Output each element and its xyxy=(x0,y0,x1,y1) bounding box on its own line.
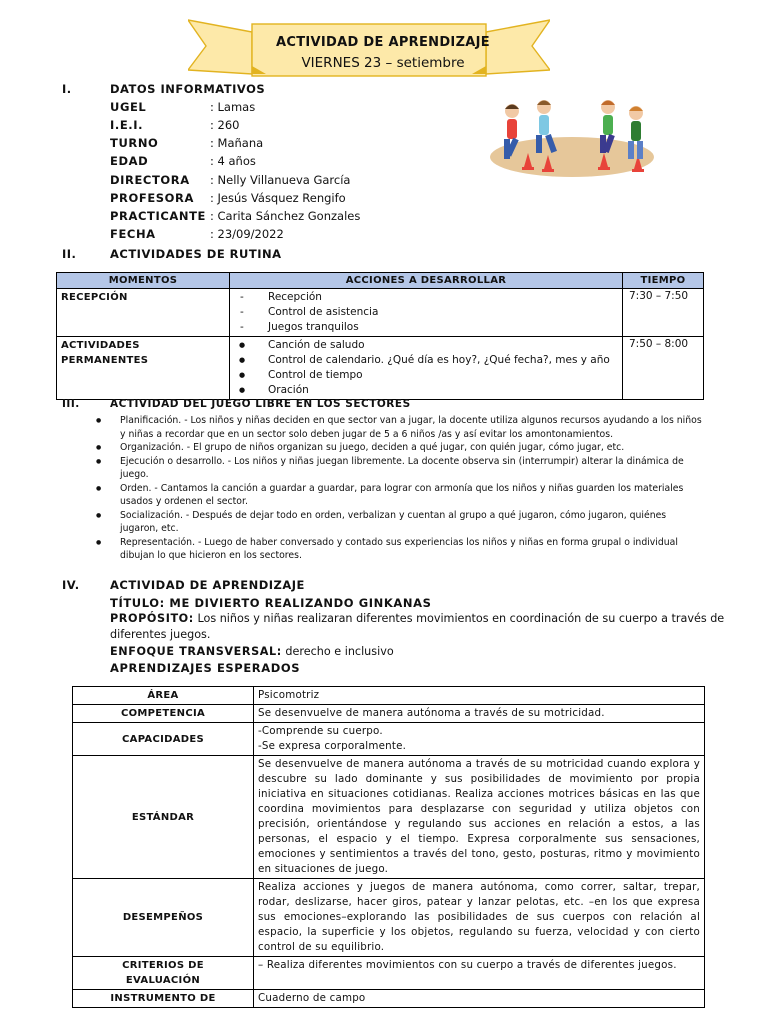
moment-cell xyxy=(57,337,230,400)
iei-value: : 260 xyxy=(210,118,240,132)
moment-text: ACTIVIDADES PERMANENTES xyxy=(61,340,149,366)
page-title: ACTIVIDAD DE APRENDIZAJE xyxy=(276,35,490,50)
section-2-heading xyxy=(62,247,282,261)
routine-activities-table xyxy=(56,272,704,400)
table-row xyxy=(73,879,705,957)
capacidades-label: CAPACIDADES xyxy=(73,723,254,756)
competencia-value: Se desenvuelve de manera autónoma a través de su motricidad. xyxy=(254,705,705,723)
section-1-title: DATOS INFORMATIVOS xyxy=(110,82,266,96)
list-item: ● Planificación. - Los niños y niñas deciden en que sector van a jugar, la docente utiliza algunos recursos ayudando a los niños y niñas a recordar que en un sector solo deben jugar de 5 a 6 niños /as y así evitar los amontonamientos. xyxy=(96,414,706,441)
section-1-heading xyxy=(62,82,265,96)
list-item: - Recepción xyxy=(234,290,618,305)
competencia-label: COMPETENCIA xyxy=(73,705,254,723)
desempenos-label: DESEMPEÑOS xyxy=(73,879,254,957)
proposito-value-cont: diferentes juegos. xyxy=(110,628,211,641)
list-item: - Juegos tranquilos xyxy=(234,320,618,335)
section-2-title: ACTIVIDADES DE RUTINA xyxy=(110,247,282,261)
proposito-row xyxy=(110,612,724,625)
section-3-heading xyxy=(62,398,411,410)
list-item: ● Socialización. - Después de dejar todo en orden, verbalizan y cuentan al grupo a qué jugaron, cómo jugaron, quiénes jugaron, etc. xyxy=(96,509,706,536)
list-item: ● Oración xyxy=(234,383,618,398)
header-acciones: ACCIONES A DESARROLLAR xyxy=(230,273,623,289)
section-4-number: IV. xyxy=(62,578,80,592)
aprendizajes-heading: APRENDIZAJES ESPERADOS xyxy=(110,661,301,675)
capacidad-item: -Se expresa corporalmente. xyxy=(258,740,407,752)
titulo-label: TÍTULO: xyxy=(110,596,165,610)
practicante-value: : Carita Sánchez Gonzales xyxy=(210,209,361,223)
sector-activities-list xyxy=(96,414,706,563)
section-2-number: II. xyxy=(62,247,77,261)
list-item: ● Representación. - Luego de haber conversado y contado sus experiencias los niños y niñas en forma grupal o individual dibujan lo que hicieron en los sectores. xyxy=(96,536,706,563)
instrumento-value: Cuaderno de campo xyxy=(254,990,705,1008)
edad-value: : 4 años xyxy=(210,154,256,168)
list-item: ● Control de calendario. ¿Qué día es hoy?, ¿Qué fecha?, mes y año xyxy=(234,353,618,368)
criterios-text: CRITERIOS DE EVALUACIÓN xyxy=(122,960,204,986)
iei-label: I.E.I. xyxy=(110,118,144,132)
page-subtitle: VIERNES 23 – setiembre xyxy=(301,55,465,71)
enfoque-row xyxy=(110,645,394,658)
table-row xyxy=(73,723,705,756)
time-cell: 7:30 – 7:50 xyxy=(623,289,704,337)
header-tiempo: TIEMPO xyxy=(623,273,704,289)
table-row xyxy=(73,705,705,723)
section-3-number: III. xyxy=(62,398,80,410)
learning-table xyxy=(72,686,705,1008)
profesora-value: : Jesús Vásquez Rengifo xyxy=(210,191,346,205)
profesora-label: PROFESORA xyxy=(110,191,194,205)
turno-value: : Mañana xyxy=(210,136,264,150)
table-row xyxy=(73,687,705,705)
estandar-value: Se desenvuelve de manera autónoma a través de su motricidad cuando explora y descubre su lado dominante y sus posibilidades de movimiento por propia iniciativa en situaciones cotidianas. Realiza acciones motrices básicas en las que coordina movimientos para desplazarse con seguridad y utiliza objetos con precisión, orientándose y regulando sus acciones en relación a estos, a las personas, el espacio y el tiempo. Expresa corporalmente sus sensaciones, emociones y sentimientos a través del tono, gesto, posturas, ritmo y movimiento en situaciones de juego. xyxy=(254,756,705,879)
table-row xyxy=(73,957,705,990)
table-row xyxy=(73,990,705,1008)
proposito-label: PROPÓSITO: xyxy=(110,612,194,625)
time-cell: 7:50 – 8:00 xyxy=(623,337,704,400)
directora-label: DIRECTORA xyxy=(110,173,190,187)
list-item: ● Canción de saludo xyxy=(234,338,618,353)
children-playing-with-cones-illustration xyxy=(488,97,655,183)
list-item: - Control de asistencia xyxy=(234,305,618,320)
table-row xyxy=(57,289,704,337)
section-4-title: ACTIVIDAD DE APRENDIZAJE xyxy=(110,578,305,592)
area-label: ÁREA xyxy=(73,687,254,705)
desempenos-value: Realiza acciones y juegos de manera autónoma, como correr, saltar, trepar, rodar, deslizarse, hacer giros, patear y lanzar pelotas, etc. –en los que expresa sus emociones–explorando las posibilidades de sus cuerpos con relación al espacio, la superficie y los objetos, regulando su fuerza, velocidad y con cierto control de su equilibrio. xyxy=(254,879,705,957)
moment-cell: RECEPCIÓN xyxy=(57,289,230,337)
section-1-number: I. xyxy=(62,82,72,96)
section-4-heading xyxy=(62,578,305,592)
fecha-label: FECHA xyxy=(110,227,156,241)
criterios-label xyxy=(73,957,254,990)
enfoque-value: derecho e inclusivo xyxy=(285,645,394,658)
directora-value: : Nelly Villanueva García xyxy=(210,173,351,187)
edad-label: EDAD xyxy=(110,154,149,168)
list-item: ● Ejecución o desarrollo. - Los niños y niñas juegan libremente. La docente observa sin (interrumpir) alterar la dinámica de juego. xyxy=(96,455,706,482)
capacidad-item: -Comprende su cuerpo. xyxy=(258,725,383,737)
criterios-value: – Realiza diferentes movimientos con su cuerpo a través de diferentes juegos. xyxy=(254,957,705,990)
proposito-value: Los niños y niñas realizaran diferentes movimientos en coordinación de su cuerpo a través de xyxy=(197,612,725,625)
instrumento-label: INSTRUMENTO DE xyxy=(73,990,254,1008)
turno-label: TURNO xyxy=(110,136,159,150)
estandar-label: ESTÁNDAR xyxy=(73,756,254,879)
practicante-label: PRACTICANTE xyxy=(110,209,207,223)
table-row xyxy=(57,337,704,400)
titulo-row xyxy=(110,596,432,610)
actions-cell xyxy=(230,337,623,400)
ugel-value: : Lamas xyxy=(210,100,256,114)
titulo-value: ME DIVIERTO REALIZANDO GINKANAS xyxy=(169,596,432,610)
area-value: Psicomotriz xyxy=(254,687,705,705)
table-row xyxy=(73,756,705,879)
list-item: ● Orden. - Cantamos la canción a guardar a guardar, para lograr con armonía que los niños y niñas guarden los materiales usados y ordenen el sector. xyxy=(96,482,706,509)
list-item: ● Control de tiempo xyxy=(234,368,618,383)
list-item: ● Organización. - El grupo de niños organizan su juego, deciden a qué jugar, con quién jugar, cómo jugar, etc. xyxy=(96,441,706,455)
section-3-title: ACTIVIDAD DEL JUEGO LIBRE EN LOS SECTORES xyxy=(110,398,411,410)
actions-cell xyxy=(230,289,623,337)
ugel-label: UGEL xyxy=(110,100,147,114)
enfoque-label: ENFOQUE TRANSVERSAL: xyxy=(110,645,282,658)
header-momentos: MOMENTOS xyxy=(57,273,230,289)
fecha-value: : 23/09/2022 xyxy=(210,227,284,241)
table-header-row xyxy=(57,273,704,289)
capacidades-value xyxy=(254,723,705,756)
